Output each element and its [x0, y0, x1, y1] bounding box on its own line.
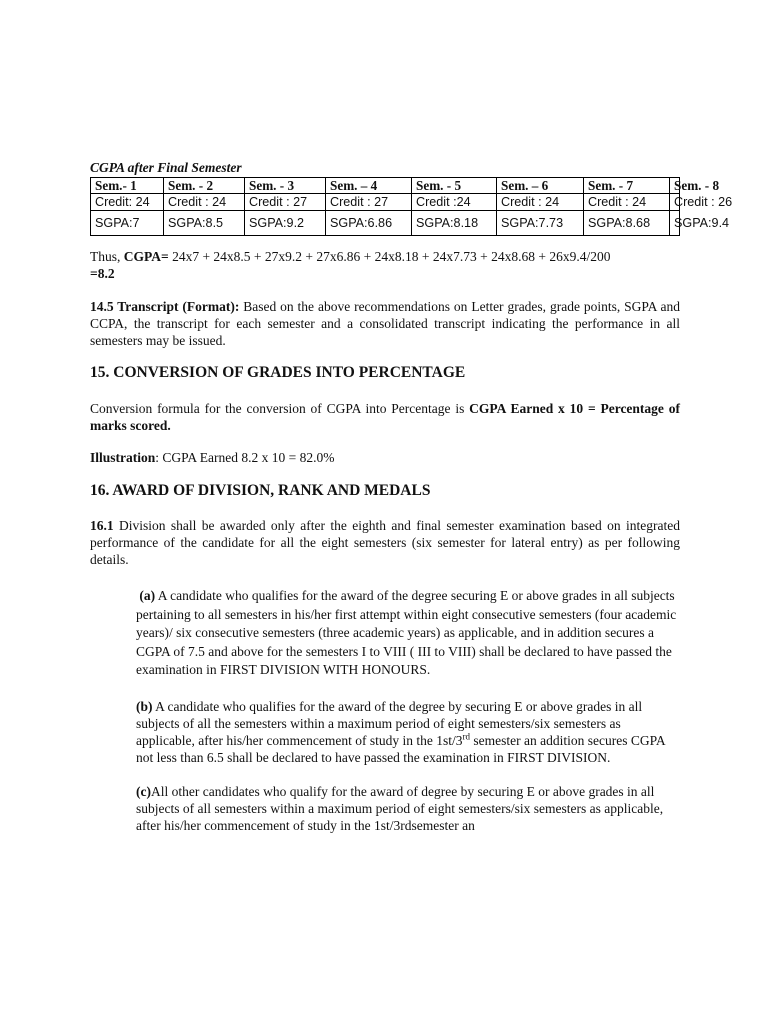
credit-cell: Credit : 27 [245, 194, 326, 211]
clause-a [90, 587, 680, 680]
clause-b-text-cont: semester an addition secures CGPA not less than 6.5 shall be declared to have passed the examination in FIRST DIVISION. [136, 732, 665, 765]
clause-b [90, 698, 680, 766]
clause-a-text: A candidate who qualifies for the award of the degree securing E or above grades in all subjects pertaining to all semesters in his/her first attempt within eight consecutive semesters (four academic years)/ six consecutive semesters (three academic years) as applicable, and in addition secures a CGPA of 7.5 and above for the semesters I to VIII ( III to VIII) shall be declared to have passed the examination in FIRST DIVISION WITH HONOURS. [136, 588, 677, 677]
credit-cell: Credit : 27 [326, 194, 412, 211]
cgpa-table [90, 177, 733, 236]
sgpa-cell: SGPA:9.2 [245, 211, 326, 236]
table-header-cell: Sem. - 2 [164, 178, 245, 194]
credit-cell: Credit : 24 [497, 194, 584, 211]
transcript-text: Based on the above recommendations on Letter grades, grade points, SGPA and CCPA, the transcript for each semester and a consolidated transcript indicating the performance in all semesters may be issued. [90, 299, 681, 348]
credit-cell: Credit: 24 [91, 194, 164, 211]
sgpa-cell: SGPA:8.5 [164, 211, 245, 236]
table-caption: CGPA after Final Semester [90, 160, 242, 175]
table-header-cell: Sem. - 8 [670, 178, 680, 194]
transcript-label: 14.5 Transcript (Format): [90, 299, 240, 314]
table-row [91, 194, 680, 211]
clause-b-superscript: rd [462, 731, 471, 741]
table-header-cell: Sem. - 7 [584, 178, 670, 194]
conversion-formula: CGPA Earned x 10 = Percentage of marks scored. [90, 401, 680, 433]
section-16-heading: 16. AWARD OF DIVISION, RANK AND MEDALS [90, 482, 431, 499]
illustration-label: Illustration [90, 450, 156, 465]
credit-cell: Credit :24 [412, 194, 497, 211]
sgpa-cell: SGPA:8.68 [584, 211, 670, 236]
illustration-paragraph [90, 449, 680, 466]
clause-b-label: (b) [136, 698, 153, 714]
thus-prefix: Thus, [90, 249, 124, 264]
credit-cell: Credit : 26 [670, 194, 680, 211]
table-header-cell: Sem. – 6 [497, 178, 584, 194]
cgpa-result: =8.2 [90, 266, 115, 281]
clause-c-text: All other candidates who qualify for the award of degree by securing E or above grades in all subjects of all semesters within a maximum period of eight semesters/six semesters as applicable, after his/her commencement of study in the 1st/3rdsemester an [136, 783, 664, 833]
illustration-text: : CGPA Earned 8.2 x 10 = 82.0% [155, 450, 335, 465]
clause-a-label: (a) [139, 588, 156, 603]
credit-cell: Credit : 24 [584, 194, 670, 211]
sgpa-cell: SGPA:7.73 [497, 211, 584, 236]
sgpa-cell: SGPA:9.4 [670, 211, 680, 236]
cgpa-label: CGPA= [123, 249, 169, 264]
paragraph-16-1-text: Division shall be awarded only after the eighth and final semester examination based on integrated performance of the candidate for all the eight semesters (six semester for lateral entry) as per following details. [90, 518, 680, 567]
section-15-heading: 15. CONVERSION OF GRADES INTO PERCENTAGE [90, 364, 466, 381]
table-header-cell: Sem.- 1 [91, 178, 164, 194]
cgpa-calculation [90, 248, 680, 282]
table-header-row [91, 178, 680, 194]
clause-c [90, 783, 680, 834]
conversion-paragraph [90, 400, 680, 434]
table-header-cell: Sem. - 3 [245, 178, 326, 194]
transcript-paragraph [90, 298, 680, 349]
document-page [90, 160, 733, 834]
table-header-cell: Sem. - 5 [412, 178, 497, 194]
paragraph-16-1-label: 16.1 [90, 518, 114, 533]
conversion-text: Conversion formula for the conversion of CGPA into Percentage is [90, 401, 470, 416]
clause-c-label: (c) [136, 783, 151, 799]
table-header-cell: Sem. – 4 [326, 178, 412, 194]
paragraph-16-1 [90, 517, 680, 568]
table-row [91, 211, 680, 236]
cgpa-formula: 24x7 + 24x8.5 + 27x9.2 + 27x6.86 + 24x8.18 + 24x7.73 + 24x8.68 + 26x9.4/200 [168, 249, 611, 264]
credit-cell: Credit : 24 [164, 194, 245, 211]
sgpa-cell: SGPA:6.86 [326, 211, 412, 236]
sgpa-cell: SGPA:7 [91, 211, 164, 236]
clause-b-text: A candidate who qualifies for the award of the degree by securing E or above grades in all subjects of all the semesters within a maximum period of eight semesters/six semesters as applicable, after his/her commencement of study in the 1st/3 [136, 698, 643, 748]
sgpa-cell: SGPA:8.18 [412, 211, 497, 236]
